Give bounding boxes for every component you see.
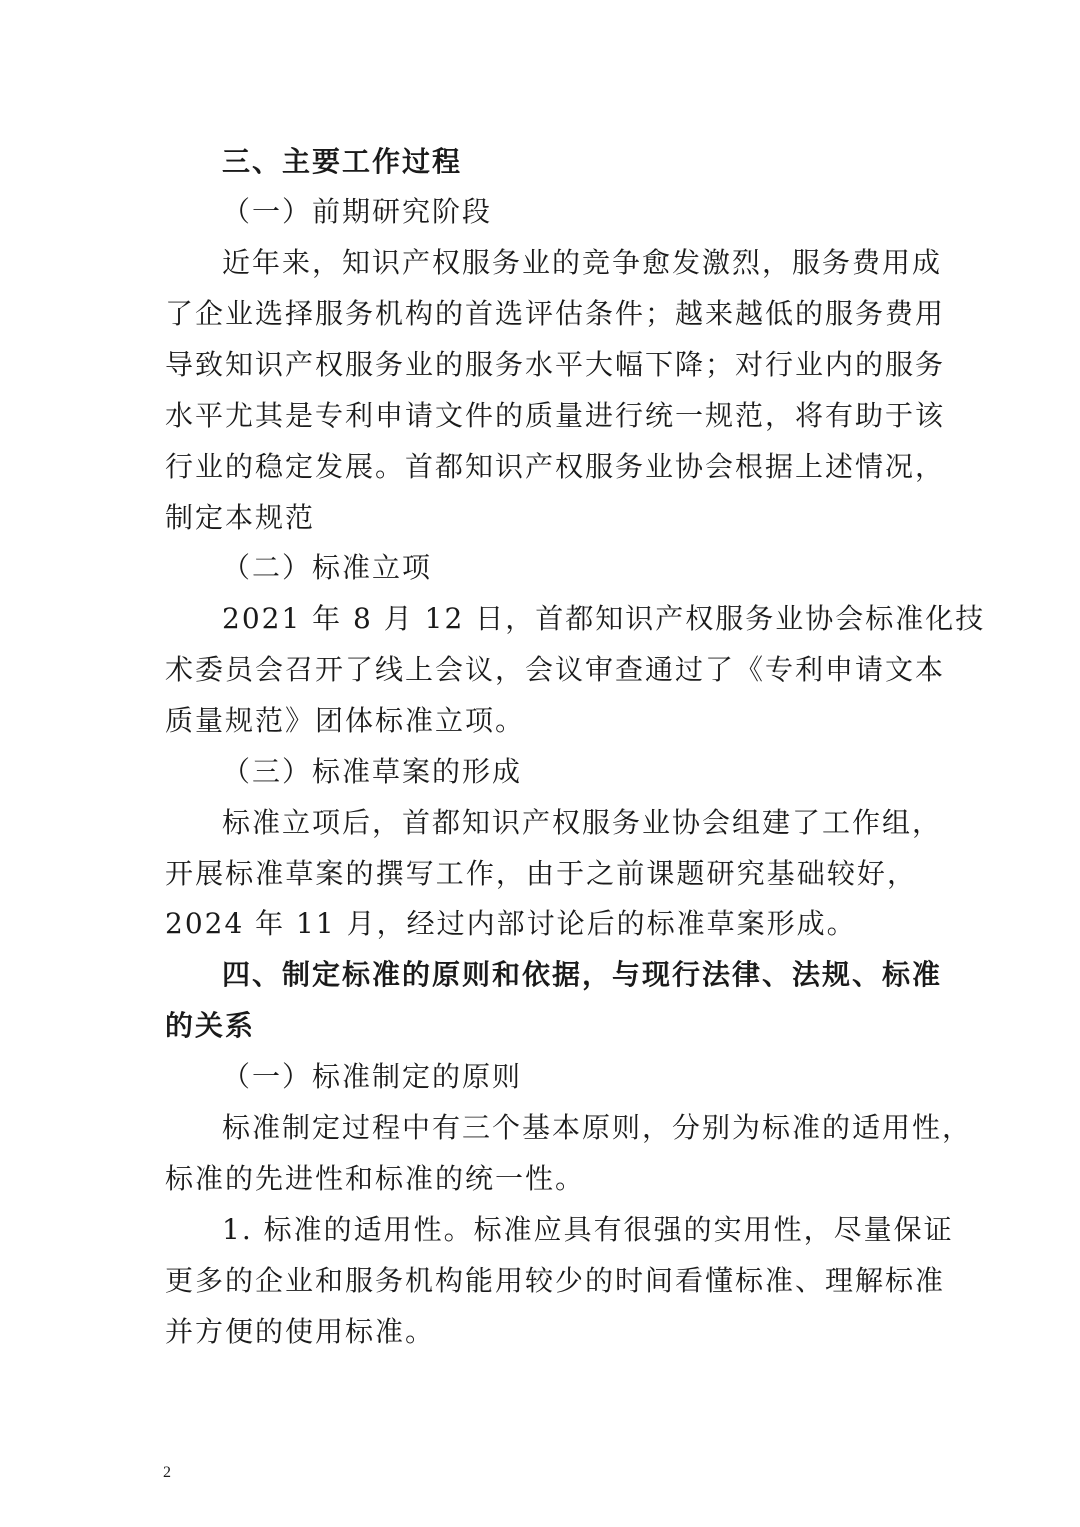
subheading-standard-principles: （一）标准制定的原则 [222,1060,523,1093]
paragraph-line: 标准立项后，首都知识产权服务业协会组建了工作组， [222,806,943,839]
section-heading-main-work-process: 三、主要工作过程 [222,145,463,178]
paragraph-line: 标准制定过程中有三个基本原则，分别为标准的适用性， [222,1111,973,1144]
paragraph-line: 并方便的使用标准。 [165,1315,436,1348]
paragraph-line: 开展标准草案的撰写工作，由于之前课题研究基础较好， [165,857,917,890]
paragraph-line: 制定本规范 [165,501,316,534]
paragraph-line: 标准的先进性和标准的统一性。 [165,1162,586,1195]
paragraph-line: 了企业选择服务机构的首选评估条件；越来越低的服务费用 [165,297,946,330]
subheading-draft-formation: （三）标准草案的形成 [222,755,523,788]
paragraph-line: 行业的稳定发展。首都知识产权服务业协会根据上述情况， [165,450,946,483]
paragraph-line: 1. 标准的适用性。标准应具有很强的实用性，尽量保证 [222,1213,954,1246]
page-number: 2 [163,1464,171,1481]
paragraph-line: 近年来，知识产权服务业的竞争愈发激烈，服务费用成 [222,246,943,279]
paragraph-line: 2024 年 11 月，经过内部讨论后的标准草案形成。 [165,907,857,940]
paragraph-line: 更多的企业和服务机构能用较少的时间看懂标准、理解标准 [165,1264,946,1297]
subheading-standard-approval: （二）标准立项 [222,551,433,584]
subheading-preliminary-research: （一）前期研究阶段 [222,195,493,228]
paragraph-line: 导致知识产权服务业的服务水平大幅下降；对行业内的服务 [165,348,946,381]
section-heading-principles-continued: 的关系 [165,1009,256,1042]
paragraph-line: 术委员会召开了线上会议，会议审查通过了《专利申请文本 [165,653,946,686]
paragraph-line: 2021 年 8 月 12 日，首都知识产权服务业协会标准化技 [222,602,986,635]
section-heading-principles: 四、制定标准的原则和依据，与现行法律、法规、标准 [222,958,943,991]
paragraph-line: 质量规范》团体标准立项。 [165,704,526,737]
paragraph-line: 水平尤其是专利申请文件的质量进行统一规范，将有助于该 [165,399,946,432]
